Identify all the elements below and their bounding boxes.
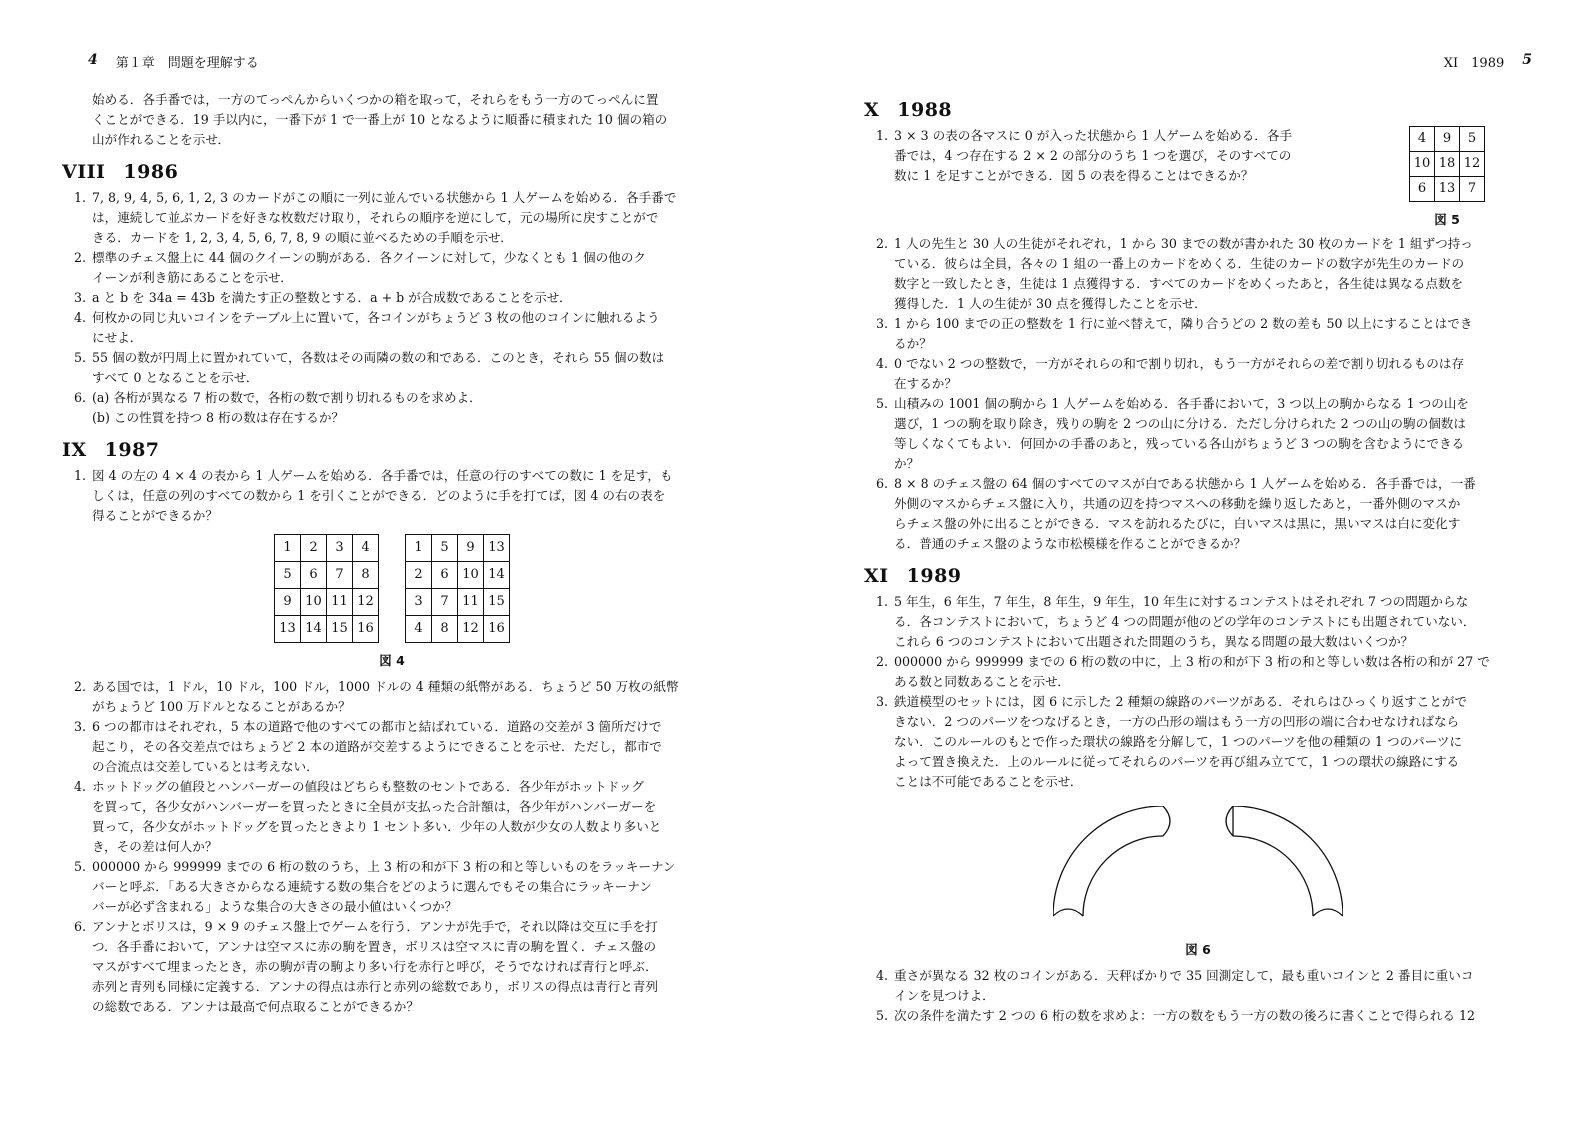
section-year: 1989 bbox=[906, 565, 962, 587]
table-cell: 7 bbox=[1460, 177, 1485, 202]
text-line: きない．2 つのパーツをつなげるとき，一方の凸形の端はもう一方の凹形の端に合わせなければなら bbox=[894, 714, 1460, 729]
text-line: 獲得した．1 人の生徒が 30 点を獲得したことを示せ． bbox=[894, 296, 1207, 311]
text-line: 番では，4 つ存在する 2 × 2 の部分のうち 1 つを選び，そのすべての bbox=[894, 148, 1292, 163]
table-row bbox=[1410, 152, 1485, 177]
table-cell: 5 bbox=[1460, 127, 1485, 152]
table-cell: 8 bbox=[432, 616, 458, 643]
text-line: ない．このルールのもとで作った環状の線路を分解して，1 つのパーツを他の種類の 1 つのパーツに bbox=[894, 734, 1463, 749]
table-cell: 12 bbox=[353, 589, 379, 616]
problem-item bbox=[864, 354, 1532, 394]
table-row bbox=[1410, 127, 1485, 152]
text-line: 得ることができるか？ bbox=[92, 508, 218, 523]
problem-item bbox=[864, 592, 1532, 652]
page-number: 4 bbox=[88, 52, 98, 68]
right-running-head bbox=[1444, 52, 1532, 71]
text-line: つ．各手番において，アンナは空マスに赤の駒を置き，ボリスは空マスに青の駒を置く．チェス盤の bbox=[92, 939, 657, 954]
table-cell: 5 bbox=[432, 535, 458, 562]
problem-item bbox=[62, 466, 722, 526]
problem-list-1986 bbox=[62, 188, 722, 428]
text-line: 山積みの 1001 個の駒から 1 人ゲームを始める．各手番において，3 つ以上の駒からなる 1 つの山を bbox=[894, 396, 1470, 411]
problem-item bbox=[62, 857, 722, 917]
section-heading-1987 bbox=[62, 440, 722, 460]
right-body bbox=[864, 100, 1532, 1026]
table-cell: 4 bbox=[353, 535, 379, 562]
table-cell: 14 bbox=[484, 562, 510, 589]
problem-item bbox=[864, 234, 1532, 314]
figure-caption: 図 4 bbox=[379, 653, 405, 668]
section-year: 1987 bbox=[104, 439, 160, 461]
problem-number: 5. bbox=[73, 859, 86, 874]
problem-number: 3. bbox=[73, 290, 86, 305]
text-line: 標準のチェス盤上に 44 個のクイーンの駒がある．各クイーンに対して，少なくとも 1 個の他のク bbox=[92, 250, 647, 265]
problem-item bbox=[62, 777, 722, 857]
problem-list-1988 bbox=[864, 234, 1532, 554]
section-roman: VIII bbox=[62, 161, 106, 183]
text-line: しくは，任意の列のすべての数から 1 を引くことができる．どのように手を打てば，図 4 の右の表を bbox=[92, 488, 666, 503]
section-roman: X bbox=[864, 99, 880, 121]
text-line: る．普通のチェス盤のような市松模様を作ることができるか？ bbox=[894, 536, 1247, 551]
text-line: 次の条件を満たす 2 つの 6 桁の数を求めよ：一方の数をもう一方の数の後ろに書くことで得られる 12 bbox=[894, 1008, 1476, 1023]
table-cell: 9 bbox=[1435, 127, 1460, 152]
problem-item bbox=[864, 314, 1532, 354]
section-year: 1986 bbox=[123, 161, 179, 183]
text-line: 3 × 3 の表の各マスに 0 が入った状態から 1 人ゲームを始める．各手 bbox=[894, 128, 1293, 143]
problem-list-1989 bbox=[864, 592, 1532, 792]
text-line: くことができる．19 手以内に，一番下が 1 で一番上が 10 となるように順番に積まれた 10 個の箱の bbox=[92, 112, 668, 127]
table-row bbox=[275, 589, 379, 616]
table-cell: 3 bbox=[406, 589, 432, 616]
table-cell: 16 bbox=[484, 616, 510, 643]
text-line: る．各コンテストにおいて，ちょうど 4 つの問題が他のどの学年のコンテストにも出題されていない． bbox=[894, 614, 1476, 629]
table-cell: 2 bbox=[406, 562, 432, 589]
text-line: 55 個の数が円周上に置かれていて，各数はその両隣の数の和である．このとき，それら 55 個の数は bbox=[92, 350, 665, 365]
text-line: a と b を 34a = 43b を満たす正の整数とする．a + b が合成数であることを示せ． bbox=[92, 290, 572, 305]
text-line: 等しくなくてもよい．何回かの手番のあと，残っている各山がちょうど 3 つの駒を含むようにできる bbox=[894, 436, 1465, 451]
table-cell: 11 bbox=[327, 589, 353, 616]
figure-5-table bbox=[1409, 126, 1485, 202]
text-line: 6 つの都市はそれぞれ，5 本の道路で他のすべての都市と結ばれている．道路の交差が 3 箇所だけで bbox=[92, 719, 662, 734]
text-line: 起こり，その各交差点ではちょうど 2 本の道路が交差するようにできることを示せ．ただし，都市で bbox=[92, 739, 662, 754]
table-cell: 14 bbox=[301, 616, 327, 643]
text-line: ある数と同数あることを示せ． bbox=[894, 674, 1070, 689]
problem-number: 4. bbox=[73, 310, 86, 325]
problem-number: 6. bbox=[73, 390, 86, 405]
problem-number: 4. bbox=[875, 356, 888, 371]
problem-item bbox=[864, 394, 1532, 474]
problem-number: 6. bbox=[875, 476, 888, 491]
problem-item bbox=[62, 717, 722, 777]
table-cell: 12 bbox=[1460, 152, 1485, 177]
text-line: か？ bbox=[894, 456, 920, 471]
text-line: 重さが異なる 32 枚のコインがある．天秤ばかりで 35 回測定して，最も重いコインと 2 番目に重いコ bbox=[894, 968, 1474, 983]
problem-list-1987-cont bbox=[62, 677, 722, 1017]
table-cell: 10 bbox=[458, 562, 484, 589]
table-row bbox=[275, 562, 379, 589]
problem-item bbox=[62, 677, 722, 717]
text-line: 1 から 100 までの正の整数を 1 行に並べ替えて，隣り合うどの 2 数の差も 50 以上にすることはでき bbox=[894, 316, 1473, 331]
problem-number: 5. bbox=[73, 350, 86, 365]
problem-number: 2. bbox=[73, 679, 86, 694]
text-line: 000000 から 999999 までの 6 桁の数のうち，上 3 桁の和が下 3 桁の和と等しいものをラッキーナン bbox=[92, 859, 676, 874]
table-cell: 15 bbox=[484, 589, 510, 616]
problem-item-with-figure bbox=[864, 126, 1532, 230]
text-line: き，その差は何人か？ bbox=[92, 839, 218, 854]
problem-number: 4. bbox=[73, 779, 86, 794]
section-roman: XI bbox=[864, 565, 889, 587]
problem-number: 2. bbox=[875, 654, 888, 669]
text-line: は，連続して並ぶカードを好きな枚数だけ取り，それらの順序を逆にして，元の場所に戻すことがで bbox=[92, 210, 659, 225]
table-cell: 8 bbox=[353, 562, 379, 589]
text-line: 1 人の先生と 30 人の生徒がそれぞれ，1 から 30 までの数が書かれた 30 枚のカードを 1 組ずつ持っ bbox=[894, 236, 1473, 251]
text-line: アンナとボリスは，9 × 9 のチェス盤上でゲームを行う．アンナが先手で，それ以降は交互に手を打 bbox=[92, 919, 658, 934]
table-cell: 7 bbox=[432, 589, 458, 616]
problem-item bbox=[62, 388, 722, 428]
page-number: 5 bbox=[1522, 52, 1532, 68]
problem-number: 6. bbox=[73, 919, 86, 934]
text-line: 在するか？ bbox=[894, 376, 957, 391]
text-line: きる．カードを 1, 2, 3, 4, 5, 6, 7, 8, 9 の順に並べるための手順を示せ． bbox=[92, 230, 513, 245]
continued-problem bbox=[62, 90, 722, 150]
text-line: ている．彼らは全員，各々の 1 組の一番上のカードをめくる．生徒のカードの数字が先生のカードの bbox=[894, 256, 1465, 271]
text-line: 鉄道模型のセットには，図 6 に示した 2 種類の線路のパーツがある．それらはひっくり返すことがで bbox=[894, 694, 1468, 709]
text-line: 外側のマスからチェス盤に入り，共通の辺を持つマスへの移動を繰り返したあと，一番外側のマスか bbox=[894, 496, 1461, 511]
table-cell: 2 bbox=[301, 535, 327, 562]
problem-number: 1. bbox=[875, 128, 888, 143]
text-line: よって置き換えた．上のルールに従ってそれらのパーツを再び組み立てて，1 つの環状の線路にする bbox=[894, 754, 1460, 769]
table-cell: 7 bbox=[327, 562, 353, 589]
problem-item bbox=[864, 966, 1532, 1006]
track-piece-concave bbox=[1226, 806, 1343, 916]
text-line: 8 × 8 のチェス盤の 64 個のすべてのマスが白である状態から 1 人ゲームを始める．各手番では，一番 bbox=[894, 476, 1476, 491]
track-piece-convex bbox=[1053, 806, 1170, 916]
text-line: 数字と一致したとき，生徒は 1 点獲得する．すべてのカードをめくったあと，各生徒は異なる点数を bbox=[894, 276, 1464, 291]
table-row bbox=[275, 616, 379, 643]
problem-item bbox=[62, 248, 722, 288]
text-line: 赤列と青列も同様に定義する．アンナの得点は赤行と赤列の総数であり，ボリスの得点は青行と青列 bbox=[92, 979, 658, 994]
table-cell: 18 bbox=[1435, 152, 1460, 177]
problem-number: 2. bbox=[875, 236, 888, 251]
text-line: の合流点は交差しているとは考えない． bbox=[92, 759, 319, 774]
text-line: らチェス盤の外に出ることができる．マスを訪れるたびに，白いマスは黒に，黒いマスは白に変化す bbox=[894, 516, 1461, 531]
problem-list-1989-cont bbox=[864, 966, 1532, 1026]
text-line: るか？ bbox=[894, 336, 932, 351]
figure-4-right-table bbox=[405, 534, 510, 643]
problem-number: 4. bbox=[875, 968, 888, 983]
text-line: がちょうど 100 万ドルとなることがあるか？ bbox=[92, 699, 351, 714]
table-cell: 3 bbox=[327, 535, 353, 562]
problem-number: 3. bbox=[875, 316, 888, 331]
section-roman: IX bbox=[62, 439, 87, 461]
table-cell: 10 bbox=[1410, 152, 1435, 177]
text-line: (a) 各桁が異なる 7 桁の数で，各桁の数で割り切れるものを求めよ． bbox=[92, 390, 482, 405]
table-cell: 6 bbox=[1410, 177, 1435, 202]
figure-caption: 図 5 bbox=[1434, 212, 1460, 227]
text-line: の総数である．アンナは最高で何点取ることができるか？ bbox=[92, 999, 419, 1014]
text-line: 何枚かの同じ丸いコインをテーブル上に置いて，各コインがちょうど 3 枚の他のコインに触れるよう bbox=[92, 310, 660, 325]
text-line: (b) この性質を持つ 8 桁の数は存在するか？ bbox=[92, 410, 345, 425]
text-line: マスがすべて埋まったとき，赤の駒が青の駒より多い行を赤行と呼び，そうでなければ青行と呼ぶ． bbox=[92, 959, 658, 974]
chapter-title: 第１章 問題を理解する bbox=[115, 56, 259, 71]
problem-number: 1. bbox=[73, 468, 86, 483]
problem-item bbox=[864, 1006, 1532, 1026]
table-cell: 13 bbox=[275, 616, 301, 643]
text-line: 買って，各少女がホットドッグを買ったときより 1 セント多い．少年の人数が少女の人数より多いと bbox=[92, 819, 662, 834]
text-line: ことは不可能であることを示せ． bbox=[894, 774, 1083, 789]
table-row bbox=[1410, 177, 1485, 202]
left-running-head bbox=[88, 52, 259, 71]
text-line: 7, 8, 9, 4, 5, 6, 1, 2, 3 のカードがこの順に一列に並んでいる状態から 1 人ゲームを始める．各手番で bbox=[92, 190, 677, 205]
table-cell: 13 bbox=[484, 535, 510, 562]
running-head-title: XI 1989 bbox=[1443, 56, 1505, 71]
problem-number: 3. bbox=[73, 719, 86, 734]
problem-list-1987 bbox=[62, 466, 722, 526]
text-line: 5 年生，6 年生，7 年生，8 年生，9 年生，10 年生に対するコンテストはそれぞれ 7 つの問題からな bbox=[894, 594, 1469, 609]
table-cell: 4 bbox=[1410, 127, 1435, 152]
table-row bbox=[406, 562, 510, 589]
table-cell: 13 bbox=[1435, 177, 1460, 202]
problem-item bbox=[62, 348, 722, 388]
problem-item bbox=[62, 188, 722, 248]
table-row bbox=[406, 535, 510, 562]
problem-item bbox=[864, 474, 1532, 554]
text-line: すべて 0 となることを示せ． bbox=[92, 370, 259, 385]
text-line: 選び，1 つの駒を取り除き，残りの駒を 2 つの山に分ける．ただし分けられた 2 つの山の駒の個数は bbox=[894, 416, 1466, 431]
table-cell: 1 bbox=[406, 535, 432, 562]
text-line: にせよ． bbox=[92, 330, 143, 345]
text-line: バーが必ず含まれる」ような集合の大きさの最小値はいくつか？ bbox=[92, 899, 458, 914]
table-cell: 6 bbox=[432, 562, 458, 589]
text-line: 000000 から 999999 までの 6 桁の数の中に，上 3 桁の和が下 3 桁の和と等しい数は各桁の和が 27 で bbox=[894, 654, 1490, 669]
table-row bbox=[275, 535, 379, 562]
problem-item bbox=[864, 652, 1532, 692]
problem-number: 1. bbox=[875, 594, 888, 609]
text-line: これら 6 つのコンテストにおいて出題された問題のうち，異なる問題の最大数はいくつか？ bbox=[894, 634, 1414, 649]
text-line: イーンが利き筋にあることを示せ． bbox=[92, 270, 293, 285]
left-body bbox=[62, 90, 722, 1017]
figure-6 bbox=[864, 806, 1532, 960]
table-cell: 4 bbox=[406, 616, 432, 643]
table-cell: 15 bbox=[327, 616, 353, 643]
text-line: 0 でない 2 つの整数で，一方がそれらの和で割り切れ，もう一方がそれらの差で割り切れるものは存 bbox=[894, 356, 1465, 371]
problem-number: 5. bbox=[875, 396, 888, 411]
track-pieces-drawing bbox=[1053, 806, 1343, 926]
text-line: 山が作れることを示せ． bbox=[92, 132, 231, 147]
problem-item bbox=[62, 917, 722, 1017]
problem-number: 3. bbox=[875, 694, 888, 709]
text-line: 数に 1 を足すことができる．図 5 の表を得ることはできるか？ bbox=[894, 168, 1254, 183]
table-row bbox=[406, 589, 510, 616]
text-line: 始める．各手番では，一方のてっぺんからいくつかの箱を取って，それらをもう一方のてっぺんに置 bbox=[92, 92, 659, 107]
figure-4 bbox=[62, 534, 722, 671]
table-cell: 16 bbox=[353, 616, 379, 643]
problem-number: 1. bbox=[73, 190, 86, 205]
problem-item bbox=[864, 692, 1532, 792]
table-cell: 9 bbox=[275, 589, 301, 616]
table-cell: 6 bbox=[301, 562, 327, 589]
text-line: インを見つけよ． bbox=[894, 988, 995, 1003]
problem-number: 5. bbox=[875, 1008, 888, 1023]
table-cell: 10 bbox=[301, 589, 327, 616]
table-cell: 9 bbox=[458, 535, 484, 562]
text-line: を買って，各少女がハンバーガーを買ったときに全員が支払った合計額は，各少年がハンバーガーを bbox=[92, 799, 657, 814]
figure-caption: 図 6 bbox=[1185, 942, 1211, 957]
section-heading-1988 bbox=[864, 100, 1532, 120]
section-year: 1988 bbox=[897, 99, 953, 121]
text-line: 図 4 の左の 4 × 4 の表から 1 人ゲームを始める．各手番では，任意の行のすべての数に 1 を足す，も bbox=[92, 468, 673, 483]
problem-number: 2. bbox=[73, 250, 86, 265]
figure-5 bbox=[1402, 126, 1492, 230]
table-cell: 12 bbox=[458, 616, 484, 643]
problem-item bbox=[62, 288, 722, 308]
problem-item bbox=[62, 308, 722, 348]
table-cell: 1 bbox=[275, 535, 301, 562]
table-cell: 11 bbox=[458, 589, 484, 616]
text-line: ホットドッグの値段とハンバーガーの値段はどちらも整数のセントである．各少年がホットドッグ bbox=[92, 779, 644, 794]
section-heading-1989 bbox=[864, 566, 1532, 586]
figure-4-left-table bbox=[274, 534, 379, 643]
section-heading-1986 bbox=[62, 162, 722, 182]
table-cell: 5 bbox=[275, 562, 301, 589]
text-line: ある国では，1 ドル，10 ドル，100 ドル，1000 ドルの 4 種類の紙幣がある．ちょうど 50 万枚の紙幣 bbox=[92, 679, 679, 694]
table-row bbox=[406, 616, 510, 643]
text-line: バーと呼ぶ．「ある大きさからなる連続する数の集合をどのように選んでもその集合にラッキーナン bbox=[92, 879, 652, 894]
